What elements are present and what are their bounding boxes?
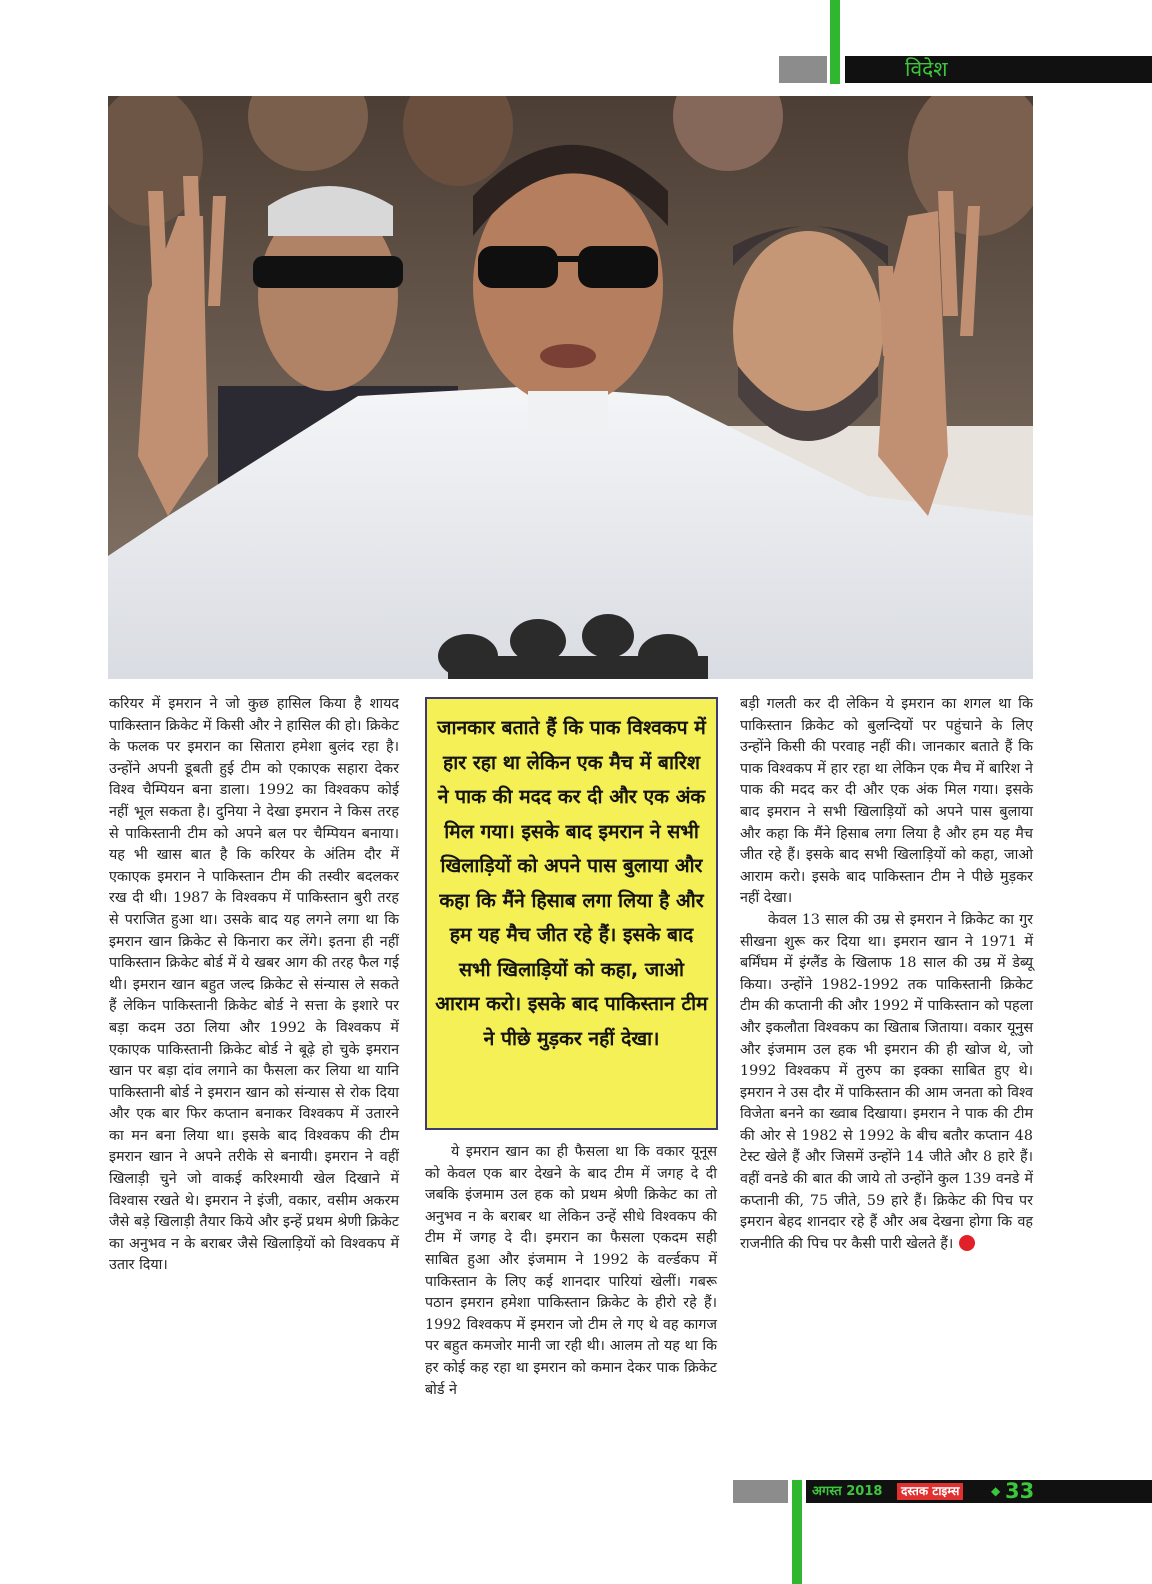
article-paragraph-last (740, 910, 1033, 1256)
article-column-right (740, 694, 1033, 1255)
article-paragraph-text: केवल 13 साल की उम्र से इमरान ने क्रिकेट का गुर सीखना शुरू कर दिया था। इमरान खान ने 1971 में बर्मिंघम में इंग्लैंड के खिलाफ 18 साल की उम्र में डेब्यू किया। उन्होंने 1982-1992 तक पाकिस्तानी क्रिकेट टीम की कप्तानी की और 1992 में पाकिस्तान को पहला और इकलौता विश्वकप का खिताब जिताया। वकार यूनुस और इंजमाम उल हक भी इमरान की ही खोज थे, जो 1992 विश्वकप में तुरुप का इक्का साबित हुए थे। इमरान ने उस दौर में पाकिस्तान की आम जनता को विश्व विजेता बनने का ख्वाब दिखाया। इमरान ने पाक की टीम की ओर से 1982 से 1992 के बीच बतौर कप्तान 48 टेस्ट खेले हैं और जिसमें उन्होंने 14 जीते और 8 हारे हैं। वहीं वनडे की बात की जाये तो उन्होंने कुल 139 वनडे में कप्तानी की, 75 जीते, 59 हारे हैं। क्रिकेट की पिच पर इमरान बेहद शानदार रहे हैं और अब देखना होगा कि वह राजनीति की पिच पर कैसी पारी खेलते हैं। (740, 911, 1033, 1252)
section-header-bar (845, 56, 1152, 83)
pull-quote-box (425, 697, 718, 1130)
section-title: विदेश (905, 57, 948, 81)
article-column-middle (425, 1142, 717, 1401)
header-accent-bar (830, 0, 840, 84)
header-gray-tab (779, 56, 827, 83)
footer-gray-tab (733, 1480, 788, 1503)
article-paragraph: ये इमरान खान का ही फैसला था कि वकार यूनूस को केवल एक बार देखने के बाद टीम में जगह दे दी जबकि इंजमाम उल हक को प्रथम श्रेणी क्रिकेट का तो अनुभव न के बराबर था लेकिन उन्हें सीधे विश्वकप की टीम में जगह दे दी। इमरान का फैसला एकदम सही साबित हुआ और इंजमाम ने 1992 के वर्ल्डकप में पाकिस्तान के लिए कई शानदार पारियां खेलीं। गबरू पठान इमरान हमेशा पाकिस्तान क्रिकेट के हीरो रहे हैं। 1992 विश्वकप में इमरान जो टीम ले गए थे वह कागज पर बहुत कमजोर मानी जा रही थी। आलम तो यह था कि हर कोई कह रहा था इमरान को कमान देकर पाक क्रिकेट बोर्ड ने (425, 1144, 717, 1398)
footer-accent-bar (792, 1480, 802, 1584)
photo-illustration (108, 96, 1033, 679)
magazine-logo: दस्तक टाइम्स (897, 1483, 963, 1500)
pull-quote-text: जानकार बताते हैं कि पाक विश्वकप में हार रहा था लेकिन एक मैच में बारिश ने पाक की मदद कर दी और एक अंक मिल गया। इसके बाद इमरान ने सभी खिलाड़ियों को अपने पास बुलाया और कहा कि मैंने हिसाब लगा लिया है और हम यह मैच जीत रहे हैं। इसके बाद सभी खिलाड़ियों को कहा, जाओ आराम करो। इसके बाद पाकिस्तान टीम ने पीछे मुड़कर नहीं देखा। (435, 716, 708, 1050)
diamond-separator-icon: ◆ (991, 1484, 1001, 1498)
issue-date: अगस्त 2018 (812, 1484, 883, 1499)
page-number: 33 (1005, 1479, 1035, 1503)
end-of-article-icon (959, 1235, 975, 1251)
press-conference-photo (108, 96, 1033, 679)
article-paragraph: बड़ी गलती कर दी लेकिन ये इमरान का शगल था कि पाकिस्तान क्रिकेट को बुलन्दियों पर पहुंचाने के लिए उन्होंने किसी की परवाह नहीं की। जानकार बताते हैं कि पाक विश्वकप में हार रहा था लेकिन एक मैच में बारिश ने पाक की मदद कर दी और एक अंक मिल गया। इसके बाद इमरान ने सभी खिलाड़ियों को अपने पास बुलाया और कहा कि मैंने हिसाब लगा लिया है और हम यह मैच जीत रहे हैं। इसके बाद सभी खिलाड़ियों को कहा, जाओ आराम करो। इसके बाद पाकिस्तान टीम ने पीछे मुड़कर नहीं देखा। (740, 696, 1033, 907)
article-column-left (109, 694, 399, 1277)
article-paragraph: करियर में इमरान ने जो कुछ हासिल किया है शायद पाकिस्तान क्रिकेट में किसी और ने हासिल की हो। क्रिकेट के फलक पर इमरान का सितारा हमेशा बुलंद रहा है। उन्होंने अपनी डूबती हुई टीम को एकाएक सहारा देकर विश्व चैम्पियन बना डाला। 1992 का विश्वकप कोई नहीं भूल सकता है। दुनिया ने देखा इमरान ने किस तरह से पाकिस्तानी टीम को अपने बल पर चैम्पियन बनाया। यह भी खास बात है कि करियर के अंतिम दौर में एकाएक इमरान ने पाकिस्तान टीम की तस्वीर बदलकर रख दी थी। 1987 के विश्वकप में पाकिस्तान बुरी तरह से पराजित हुआ था। उसके बाद यह लगने लगा था कि इमरान खान क्रिकेट से किनारा कर लेंगे। इतना ही नहीं पाकिस्तान क्रिकेट बोर्ड में ये खबर आग की तरह फैल गई थी। इमरान खान बहुत जल्द क्रिकेट से संन्यास ले सकते हैं लेकिन पाकिस्तानी क्रिकेट बोर्ड ने सत्ता के इशारे पर बड़ा कदम उठा लिया और 1992 के विश्वकप में एकाएक पाकिस्तानी क्रिकेट बोर्ड ने बूढ़े हो चुके इमरान खान पर बड़ा दांव लगाने का फैसला कर लिया था यानि पाकिस्तानी बोर्ड ने इमरान खान को संन्यास से रोक दिया और एक बार फिर कप्तान बनाकर विश्वकप में उतारने का मन बना लिया था। इसके बाद विश्वकप की टीम इमरान खान ने अपने तरीके से बनायी। इमरान ने वहीं खिलाड़ी चुने जो वाकई करिश्मायी खेल दिखाने में विश्वास रखते थे। इमरान ने इंजी, वकार, वसीम अकरम जैसे बड़े खिलाड़ी तैयार किये और इन्हें प्रथम श्रेणी क्रिकेट का अनुभव न के बराबर जैसे खिलाड़ियों को विश्वकप में उतार दिया। (109, 696, 399, 1274)
